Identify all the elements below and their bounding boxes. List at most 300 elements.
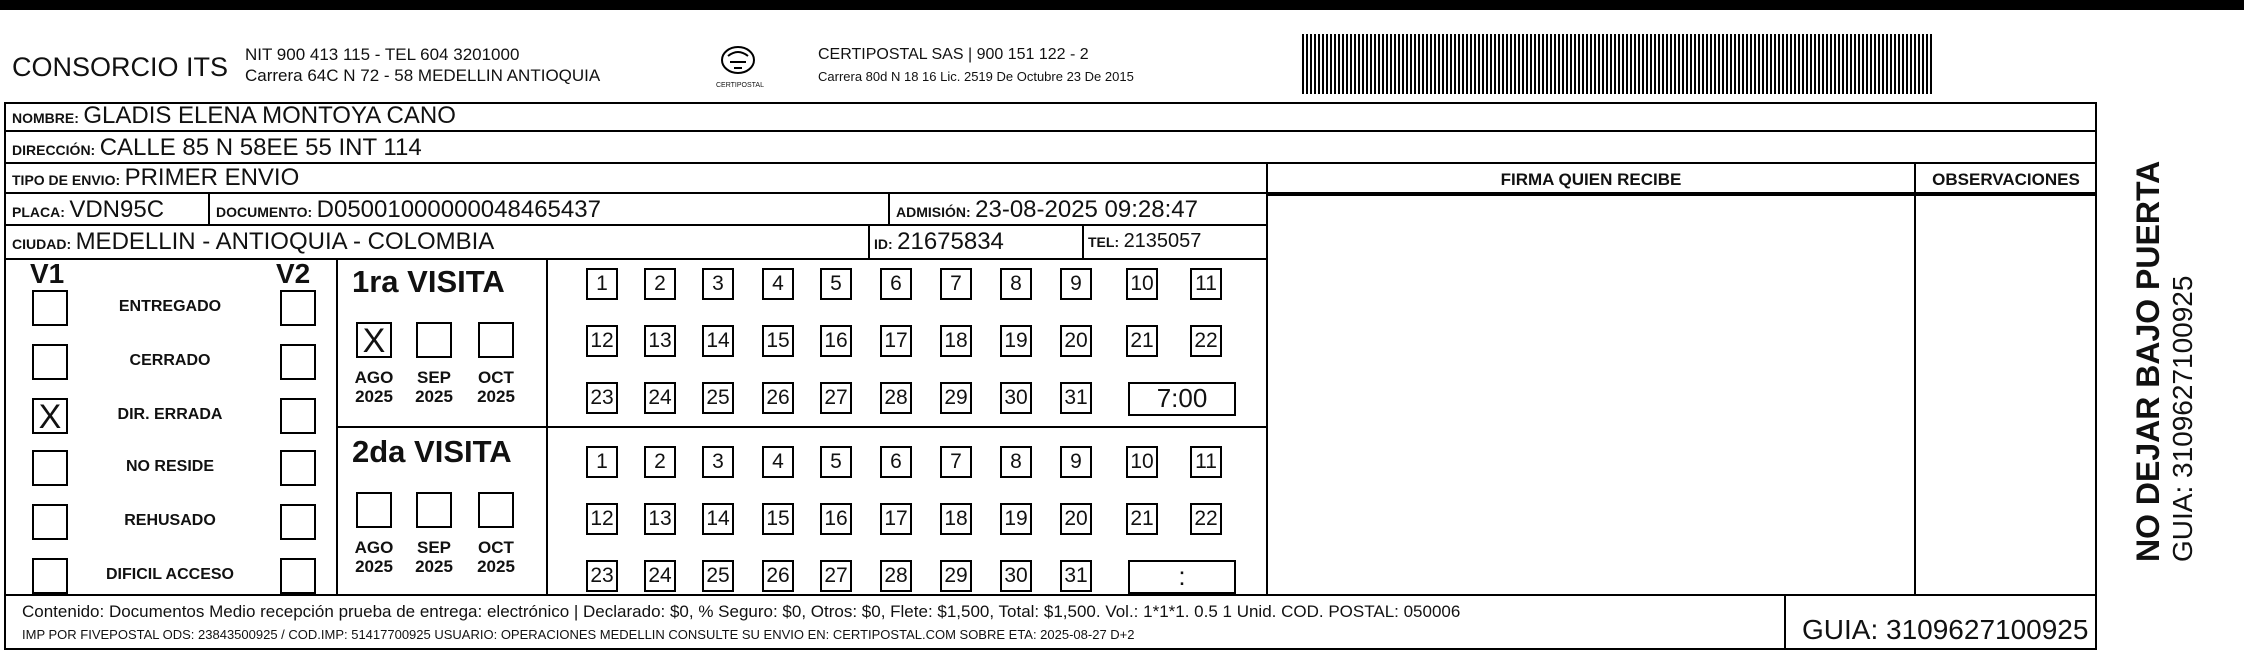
barcode-bar bbox=[1558, 34, 1560, 94]
barcode-bar bbox=[1394, 34, 1396, 94]
day-cell[interactable]: 25 bbox=[702, 560, 734, 592]
barcode-bar bbox=[1310, 34, 1312, 94]
day-cell[interactable]: 4 bbox=[762, 446, 794, 478]
barcode-bar bbox=[1454, 34, 1456, 94]
day-cell[interactable]: 20 bbox=[1060, 503, 1092, 535]
barcode-bar bbox=[1866, 34, 1868, 94]
ciudad-row bbox=[12, 228, 494, 256]
barcode-bar bbox=[1486, 34, 1488, 94]
admision-label: ADMISIÓN: bbox=[896, 204, 971, 220]
barcode-bar bbox=[1462, 34, 1464, 94]
barcode-bar bbox=[1618, 34, 1620, 94]
direccion-row bbox=[12, 134, 422, 162]
barcode-bar bbox=[1898, 34, 1900, 94]
certipostal-info bbox=[818, 44, 1134, 88]
month-label bbox=[466, 368, 526, 406]
barcode-bar bbox=[1306, 34, 1308, 94]
barcode-bar bbox=[1362, 34, 1364, 94]
barcode-bar bbox=[1626, 34, 1628, 94]
barcode-bar bbox=[1410, 34, 1412, 94]
barcode-bar bbox=[1546, 34, 1548, 94]
barcode-bar bbox=[1782, 34, 1784, 94]
day-cell[interactable]: 12 bbox=[586, 503, 618, 535]
barcode-bar bbox=[1918, 34, 1920, 94]
barcode-bar bbox=[1686, 34, 1688, 94]
month-name: SEP bbox=[416, 368, 452, 387]
day-cell[interactable]: 7 bbox=[940, 446, 972, 478]
barcode-bar bbox=[1638, 34, 1640, 94]
barcode-bar bbox=[1706, 34, 1708, 94]
barcode-bar bbox=[1382, 34, 1384, 94]
barcode-bar bbox=[1562, 34, 1564, 94]
barcode-bar bbox=[1910, 34, 1912, 94]
barcode-bar bbox=[1622, 34, 1624, 94]
contenido-line: Contenido: Documentos Medio recepción prueba de entrega: electrónico | Declarado: $0, % Seguro: $0, Otros: $0, Flete: $1,500, Total: $1,500. Vol.: 1*1*1. 0.5 1 Unid. COD. POSTAL: 050006 bbox=[22, 602, 1461, 621]
barcode-bar bbox=[1838, 34, 1840, 94]
barcode-bar bbox=[1770, 34, 1772, 94]
barcode-bar bbox=[1326, 34, 1328, 94]
day-cell[interactable]: 19 bbox=[1000, 503, 1032, 535]
barcode-bar bbox=[1802, 34, 1804, 94]
barcode-bar bbox=[1458, 34, 1460, 94]
day-cell[interactable]: 20 bbox=[1060, 325, 1092, 357]
v1-checkbox[interactable] bbox=[32, 450, 68, 486]
id-label: ID: bbox=[874, 236, 893, 252]
day-cell[interactable]: 24 bbox=[644, 382, 676, 414]
barcode-bar bbox=[1750, 34, 1752, 94]
barcode-bar bbox=[1810, 34, 1812, 94]
barcode-bar bbox=[1582, 34, 1584, 94]
day-cell[interactable]: 15 bbox=[762, 325, 794, 357]
barcode-bar bbox=[1398, 34, 1400, 94]
status-label: DIR. ERRADA bbox=[117, 406, 223, 423]
month-checkbox[interactable] bbox=[416, 492, 452, 528]
day-cell[interactable]: 21 bbox=[1126, 503, 1158, 535]
barcode-bar bbox=[1666, 34, 1668, 94]
ciudad-label: CIUDAD: bbox=[12, 236, 72, 252]
barcode-bar bbox=[1646, 34, 1648, 94]
day-cell[interactable]: 5 bbox=[820, 268, 852, 300]
month-checkbox[interactable] bbox=[356, 492, 392, 528]
barcode-bar bbox=[1858, 34, 1860, 94]
barcode-bar bbox=[1698, 34, 1700, 94]
barcode-bar bbox=[1602, 34, 1604, 94]
day-cell[interactable]: 30 bbox=[1000, 382, 1032, 414]
id-value: 21675834 bbox=[897, 228, 1004, 255]
barcode-bar bbox=[1806, 34, 1808, 94]
barcode-bar bbox=[1450, 34, 1452, 94]
day-cell[interactable]: 28 bbox=[880, 560, 912, 592]
day-cell[interactable]: 9 bbox=[1060, 268, 1092, 300]
time-field[interactable]: 7:00 bbox=[1128, 382, 1236, 416]
barcode-bar bbox=[1846, 34, 1848, 94]
barcode-bar bbox=[1794, 34, 1796, 94]
day-cell[interactable]: 21 bbox=[1126, 325, 1158, 357]
barcode-bar bbox=[1822, 34, 1824, 94]
month-name: OCT bbox=[478, 368, 514, 387]
month-name: SEP bbox=[416, 538, 452, 557]
side-warning: NO DEJAR BAJO PUERTA bbox=[2130, 160, 2166, 562]
barcode-bar bbox=[1658, 34, 1660, 94]
day-cell[interactable]: 10 bbox=[1126, 268, 1158, 300]
day-cell[interactable]: 8 bbox=[1000, 268, 1032, 300]
barcode-bar bbox=[1598, 34, 1600, 94]
v1-checkbox[interactable] bbox=[32, 290, 68, 326]
day-cell[interactable]: 5 bbox=[820, 446, 852, 478]
day-cell[interactable]: 2 bbox=[644, 446, 676, 478]
day-cell[interactable]: 3 bbox=[702, 268, 734, 300]
barcode-bar bbox=[1370, 34, 1372, 94]
barcode-bar bbox=[1790, 34, 1792, 94]
v1-label: V1 bbox=[30, 258, 65, 289]
barcode bbox=[1302, 34, 1938, 94]
tel-label: TEL: bbox=[1088, 234, 1120, 250]
admision-value: 23-08-2025 09:28:47 bbox=[975, 196, 1198, 223]
barcode-bar bbox=[1710, 34, 1712, 94]
day-cell[interactable]: 14 bbox=[702, 325, 734, 357]
barcode-bar bbox=[1754, 34, 1756, 94]
day-cell[interactable]: 31 bbox=[1060, 560, 1092, 592]
guia-number: GUIA: 3109627100925 bbox=[1802, 614, 2089, 645]
barcode-bar bbox=[1650, 34, 1652, 94]
check-mark: X bbox=[38, 398, 62, 436]
barcode-bar bbox=[1506, 34, 1508, 94]
day-cell[interactable]: 4 bbox=[762, 268, 794, 300]
v2-checkbox[interactable] bbox=[280, 504, 316, 540]
barcode-bar bbox=[1798, 34, 1800, 94]
barcode-bar bbox=[1762, 34, 1764, 94]
day-cell[interactable]: 7 bbox=[940, 268, 972, 300]
month-label bbox=[404, 538, 464, 576]
barcode-bar bbox=[1350, 34, 1352, 94]
barcode-bar bbox=[1342, 34, 1344, 94]
v2-label: V2 bbox=[276, 258, 311, 289]
barcode-bar bbox=[1378, 34, 1380, 94]
day-cell[interactable]: 17 bbox=[880, 503, 912, 535]
month-year: 2025 bbox=[415, 557, 453, 576]
status-label: DIFICIL ACCESO bbox=[105, 566, 234, 583]
barcode-bar bbox=[1890, 34, 1892, 94]
cell-divider bbox=[1082, 226, 1084, 260]
direccion-value: CALLE 85 N 58EE 55 INT 114 bbox=[99, 134, 422, 161]
tipo-value: PRIMER ENVIO bbox=[124, 164, 300, 191]
v1-checkbox[interactable] bbox=[32, 344, 68, 380]
tel-cell bbox=[1088, 230, 1201, 253]
day-cell[interactable]: 10 bbox=[1126, 446, 1158, 478]
month-checkbox[interactable] bbox=[356, 322, 392, 358]
placa-label: PLACA: bbox=[12, 204, 65, 220]
day-cell[interactable]: 17 bbox=[880, 325, 912, 357]
nombre-value: GLADIS ELENA MONTOYA CANO bbox=[83, 102, 456, 129]
barcode-bar bbox=[1518, 34, 1520, 94]
barcode-bar bbox=[1922, 34, 1924, 94]
barcode-bar bbox=[1538, 34, 1540, 94]
barcode-bar bbox=[1526, 34, 1528, 94]
day-cell[interactable]: 25 bbox=[702, 382, 734, 414]
right-header-line bbox=[1268, 194, 2097, 196]
barcode-bar bbox=[1722, 34, 1724, 94]
barcode-bar bbox=[1590, 34, 1592, 94]
barcode-bar bbox=[1390, 34, 1392, 94]
day-cell[interactable]: 16 bbox=[820, 325, 852, 357]
day-cell[interactable]: 11 bbox=[1190, 268, 1222, 300]
day-cell[interactable]: 1 bbox=[586, 268, 618, 300]
barcode-bar bbox=[1566, 34, 1568, 94]
day-cell[interactable]: 2 bbox=[644, 268, 676, 300]
day-cell[interactable]: 12 bbox=[586, 325, 618, 357]
barcode-bar bbox=[1438, 34, 1440, 94]
barcode-bar bbox=[1374, 34, 1376, 94]
day-cell[interactable]: 26 bbox=[762, 382, 794, 414]
barcode-bar bbox=[1690, 34, 1692, 94]
day-cell[interactable]: 22 bbox=[1190, 503, 1222, 535]
day-cell[interactable]: 19 bbox=[1000, 325, 1032, 357]
barcode-bar bbox=[1826, 34, 1828, 94]
v1-checkbox[interactable] bbox=[32, 558, 68, 594]
barcode-bar bbox=[1738, 34, 1740, 94]
month-name: AGO bbox=[354, 368, 394, 387]
tipo-row bbox=[12, 164, 299, 192]
day-cell[interactable]: 18 bbox=[940, 325, 972, 357]
firma-divider bbox=[1266, 164, 1268, 594]
day-cell[interactable]: 29 bbox=[940, 382, 972, 414]
month-label bbox=[404, 368, 464, 406]
barcode-bar bbox=[1322, 34, 1324, 94]
ciudad-value: MEDELLIN - ANTIOQUIA - COLOMBIA bbox=[75, 228, 495, 255]
barcode-bar bbox=[1882, 34, 1884, 94]
month-name: AGO bbox=[354, 538, 394, 557]
day-cell[interactable]: 27 bbox=[820, 382, 852, 414]
day-cell[interactable]: 28 bbox=[880, 382, 912, 414]
barcode-bar bbox=[1874, 34, 1876, 94]
day-cell[interactable]: 6 bbox=[880, 268, 912, 300]
barcode-bar bbox=[1550, 34, 1552, 94]
time-field[interactable]: : bbox=[1128, 560, 1236, 594]
barcode-bar bbox=[1442, 34, 1444, 94]
cell-divider bbox=[888, 194, 890, 226]
barcode-bar bbox=[1774, 34, 1776, 94]
barcode-bar bbox=[1314, 34, 1316, 94]
day-cell[interactable]: 22 bbox=[1190, 325, 1222, 357]
obs-divider bbox=[1914, 164, 1916, 594]
day-cell[interactable]: 23 bbox=[586, 382, 618, 414]
barcode-bar bbox=[1330, 34, 1332, 94]
barcode-bar bbox=[1494, 34, 1496, 94]
status-label: NO RESIDE bbox=[125, 458, 214, 475]
barcode-bar bbox=[1574, 34, 1576, 94]
barcode-bar bbox=[1742, 34, 1744, 94]
barcode-bar bbox=[1730, 34, 1732, 94]
day-cell[interactable]: 31 bbox=[1060, 382, 1092, 414]
barcode-bar bbox=[1814, 34, 1816, 94]
side-guia: GUIA: 3109627100925 bbox=[2167, 275, 2198, 562]
v2-checkbox[interactable] bbox=[280, 344, 316, 380]
month-year: 2025 bbox=[477, 387, 515, 406]
barcode-bar bbox=[1414, 34, 1416, 94]
documento-cell bbox=[216, 196, 601, 224]
day-cell[interactable]: 11 bbox=[1190, 446, 1222, 478]
barcode-bar bbox=[1426, 34, 1428, 94]
day-cell[interactable]: 18 bbox=[940, 503, 972, 535]
barcode-bar bbox=[1510, 34, 1512, 94]
barcode-bar bbox=[1474, 34, 1476, 94]
observaciones-label: OBSERVACIONES bbox=[1932, 170, 2080, 189]
barcode-bar bbox=[1502, 34, 1504, 94]
company-name: CONSORCIO ITS bbox=[12, 52, 229, 82]
status-label: REHUSADO bbox=[124, 512, 216, 529]
barcode-bar bbox=[1894, 34, 1896, 94]
barcode-bar bbox=[1302, 34, 1304, 94]
barcode-bar bbox=[1358, 34, 1360, 94]
cell-divider bbox=[868, 226, 870, 260]
barcode-bar bbox=[1914, 34, 1916, 94]
tipo-label: TIPO DE ENVIO: bbox=[12, 172, 121, 188]
day-cell[interactable]: 13 bbox=[644, 325, 676, 357]
placa-row bbox=[12, 196, 164, 224]
visit-row-divider bbox=[338, 426, 1266, 428]
day-cell[interactable]: 8 bbox=[1000, 446, 1032, 478]
barcode-bar bbox=[1842, 34, 1844, 94]
barcode-bar bbox=[1542, 34, 1544, 94]
barcode-bar bbox=[1434, 34, 1436, 94]
month-checkbox[interactable] bbox=[416, 322, 452, 358]
barcode-bar bbox=[1570, 34, 1572, 94]
documento-label: DOCUMENTO: bbox=[216, 204, 313, 220]
barcode-bar bbox=[1654, 34, 1656, 94]
barcode-bar bbox=[1766, 34, 1768, 94]
v1-checkbox[interactable] bbox=[32, 398, 68, 434]
guia-divider bbox=[1784, 594, 1786, 650]
firma-label: FIRMA QUIEN RECIBE bbox=[1500, 170, 1682, 189]
day-cell[interactable]: 30 bbox=[1000, 560, 1032, 592]
barcode-bar bbox=[1386, 34, 1388, 94]
day-cell[interactable]: 16 bbox=[820, 503, 852, 535]
barcode-bar bbox=[1902, 34, 1904, 94]
check-mark: X bbox=[362, 322, 386, 360]
day-cell[interactable]: 14 bbox=[702, 503, 734, 535]
barcode-bar bbox=[1422, 34, 1424, 94]
v2-checkbox[interactable] bbox=[280, 558, 316, 594]
status-label: ENTREGADO bbox=[118, 298, 222, 315]
certipostal-license: Carrera 80d N 18 16 Lic. 2519 De Octubre 23 De 2015 bbox=[818, 69, 1134, 84]
month-checkbox[interactable] bbox=[478, 322, 514, 358]
company-info bbox=[245, 44, 600, 86]
barcode-bar bbox=[1630, 34, 1632, 94]
barcode-bar bbox=[1886, 34, 1888, 94]
nit-line: NIT 900 413 115 - TEL 604 3201000 bbox=[245, 45, 520, 64]
admision-cell bbox=[896, 196, 1198, 224]
nombre-row bbox=[12, 102, 456, 130]
status-label: CERRADO bbox=[129, 352, 211, 369]
day-cell[interactable]: 9 bbox=[1060, 446, 1092, 478]
barcode-bar bbox=[1778, 34, 1780, 94]
day-cell[interactable]: 23 bbox=[586, 560, 618, 592]
barcode-bar bbox=[1514, 34, 1516, 94]
barcode-bar bbox=[1850, 34, 1852, 94]
barcode-bar bbox=[1614, 34, 1616, 94]
barcode-bar bbox=[1482, 34, 1484, 94]
barcode-bar bbox=[1854, 34, 1856, 94]
month-checkbox[interactable] bbox=[478, 492, 514, 528]
barcode-bar bbox=[1354, 34, 1356, 94]
month-name: OCT bbox=[478, 538, 514, 557]
id-cell bbox=[874, 228, 1004, 256]
month-year: 2025 bbox=[355, 387, 393, 406]
month-year: 2025 bbox=[355, 557, 393, 576]
barcode-bar bbox=[1338, 34, 1340, 94]
barcode-bar bbox=[1878, 34, 1880, 94]
barcode-bar bbox=[1578, 34, 1580, 94]
barcode-bar bbox=[1702, 34, 1704, 94]
barcode-bar bbox=[1318, 34, 1320, 94]
certipostal-line: CERTIPOSTAL SAS | 900 151 122 - 2 bbox=[818, 46, 1089, 63]
barcode-bar bbox=[1402, 34, 1404, 94]
barcode-bar bbox=[1478, 34, 1480, 94]
first-visit-title: 1ra VISITA bbox=[352, 264, 505, 299]
barcode-bar bbox=[1534, 34, 1536, 94]
barcode-bar bbox=[1606, 34, 1608, 94]
barcode-bar bbox=[1594, 34, 1596, 94]
barcode-bar bbox=[1682, 34, 1684, 94]
barcode-bar bbox=[1586, 34, 1588, 94]
day-cell[interactable]: 13 bbox=[644, 503, 676, 535]
barcode-bar bbox=[1678, 34, 1680, 94]
barcode-bar bbox=[1530, 34, 1532, 94]
barcode-bar bbox=[1642, 34, 1644, 94]
barcode-bar bbox=[1718, 34, 1720, 94]
side-note bbox=[2130, 161, 2199, 562]
tel-value: 2135057 bbox=[1123, 230, 1202, 252]
barcode-bar bbox=[1610, 34, 1612, 94]
month-label bbox=[344, 538, 404, 576]
barcode-bar bbox=[1930, 34, 1932, 94]
barcode-bar bbox=[1522, 34, 1524, 94]
day-cell[interactable]: 29 bbox=[940, 560, 972, 592]
day-cell[interactable]: 26 bbox=[762, 560, 794, 592]
second-visit-title: 2da VISITA bbox=[352, 434, 512, 469]
v2-checkbox[interactable] bbox=[280, 398, 316, 434]
barcode-bar bbox=[1446, 34, 1448, 94]
barcode-bar bbox=[1466, 34, 1468, 94]
month-label bbox=[344, 368, 404, 406]
barcode-bar bbox=[1334, 34, 1336, 94]
barcode-bar bbox=[1418, 34, 1420, 94]
day-cell[interactable]: 24 bbox=[644, 560, 676, 592]
day-cell[interactable]: 3 bbox=[702, 446, 734, 478]
v2-checkbox[interactable] bbox=[280, 290, 316, 326]
barcode-bar bbox=[1554, 34, 1556, 94]
v1-checkbox[interactable] bbox=[32, 504, 68, 540]
day-cell[interactable]: 6 bbox=[880, 446, 912, 478]
month-label bbox=[466, 538, 526, 576]
barcode-bar bbox=[1714, 34, 1716, 94]
barcode-bar bbox=[1670, 34, 1672, 94]
month-year: 2025 bbox=[477, 557, 515, 576]
v2-checkbox[interactable] bbox=[280, 450, 316, 486]
imp-line: IMP POR FIVEPOSTAL ODS: 23843500925 / COD.IMP: 51417700925 USUARIO: OPERACIONES MEDELLIN CONSULTE SU ENVIO EN: CERTIPOSTAL.COM SOBRE ETA: 2025-08-27 D+2 bbox=[22, 627, 1135, 642]
month-year: 2025 bbox=[415, 387, 453, 406]
barcode-bar bbox=[1862, 34, 1864, 94]
barcode-bar bbox=[1746, 34, 1748, 94]
documento-value: D05001000000048465437 bbox=[316, 196, 601, 223]
barcode-bar bbox=[1758, 34, 1760, 94]
day-cell[interactable]: 15 bbox=[762, 503, 794, 535]
barcode-bar bbox=[1906, 34, 1908, 94]
day-cell[interactable]: 1 bbox=[586, 446, 618, 478]
day-cell[interactable]: 27 bbox=[820, 560, 852, 592]
placa-value: VDN95C bbox=[69, 196, 165, 223]
barcode-bar bbox=[1834, 34, 1836, 94]
